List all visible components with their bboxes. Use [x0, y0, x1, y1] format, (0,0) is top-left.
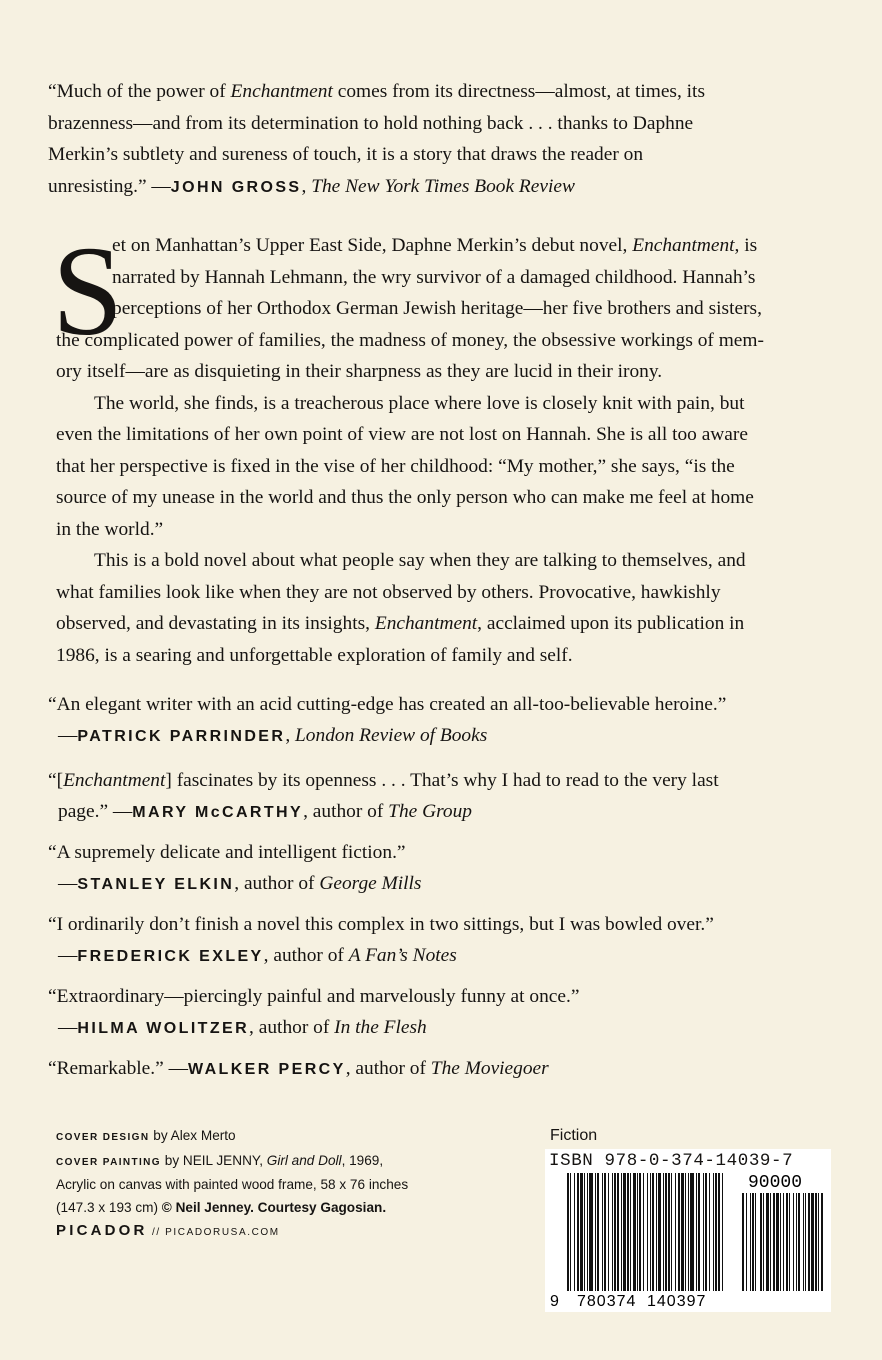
barcode-bar: [574, 1173, 575, 1291]
barcode-bar: [617, 1173, 619, 1291]
addon-bar: [803, 1193, 804, 1291]
addon-bar: [789, 1193, 790, 1291]
reviewer-role: author of: [355, 1058, 431, 1079]
book-title: Enchantment: [374, 613, 478, 634]
barcode-bar: [608, 1173, 609, 1291]
addon-bar: [760, 1193, 762, 1291]
barcode-bar: [656, 1173, 657, 1291]
book-title: Enchantment: [632, 235, 735, 256]
barcode-bar: [709, 1173, 710, 1291]
separator: //: [147, 1227, 166, 1238]
barcode-bar: [621, 1173, 622, 1291]
reviewer-name: HILMA WOLITZER: [77, 1020, 250, 1037]
barcode-bar: [663, 1173, 664, 1291]
barcode-bar: [650, 1173, 651, 1291]
barcode-bar: [722, 1173, 723, 1291]
text-line: The world, she finds, is a treacherous place where love is closely knit with pain, but: [94, 392, 745, 414]
barcode-bar: [643, 1173, 644, 1291]
quote-text: Merkin’s subtlety and sureness of touch, it is a story that draws the reader on: [48, 144, 644, 165]
barcode-bar: [637, 1173, 638, 1291]
text-line: ory itself—are as disquieting in their sharpness as they are lucid in their irony.: [56, 361, 663, 382]
barcode-digits-right: 140397: [647, 1293, 707, 1310]
cover-credits: [56, 1125, 526, 1219]
work-title: The Group: [388, 801, 473, 822]
book-title: Enchantment: [63, 770, 166, 791]
text-line: narrated by Hannah Lehmann, the wry survivor of a damaged childhood. Hannah’s: [112, 266, 756, 288]
barcode-bar: [647, 1173, 648, 1291]
description-paragraph-2: [56, 388, 806, 546]
barcode-bar: [623, 1173, 626, 1291]
separator: ,: [303, 801, 313, 822]
addon-bar: [793, 1193, 794, 1291]
review-quote: [48, 837, 838, 900]
painting-title: Girl and Doll: [266, 1152, 342, 1168]
text-line: in the world.”: [56, 518, 164, 540]
addon-bar: [798, 1193, 800, 1291]
barcode-bar: [630, 1173, 631, 1291]
copyright-text: © Neil Jenney. Courtesy Gagosian.: [161, 1199, 387, 1215]
addon-bar: [815, 1193, 817, 1291]
barcode-bar: [671, 1173, 672, 1291]
barcode-bar: [665, 1173, 667, 1291]
text-line: observed, and devastating in its insights,: [56, 613, 375, 634]
barcode-bar: [584, 1173, 585, 1291]
addon-bar: [752, 1193, 754, 1291]
quote-text: “An elegant writer with an acid cutting-edge has created an all-too-believable heroine.”: [48, 694, 727, 715]
barcode-bar: [658, 1173, 661, 1291]
credit-text: by NEIL JENNY,: [160, 1152, 267, 1168]
addon-bar: [821, 1193, 823, 1291]
publication-name: London Review of Books: [295, 725, 488, 746]
addon-bar: [796, 1193, 797, 1291]
addon-bar: [818, 1193, 819, 1291]
credit-text: by Alex Merto: [149, 1128, 236, 1143]
barcode-bar: [681, 1173, 684, 1291]
reviewer-name: FREDERICK EXLEY: [77, 948, 264, 965]
text-line: the complicated power of families, the madness of money, the obsessive workings of mem-: [56, 329, 764, 351]
separator: ,: [234, 873, 244, 894]
description-paragraph-3: [56, 545, 806, 671]
addon-bar: [773, 1193, 775, 1291]
barcode-bar: [652, 1173, 654, 1291]
barcode-bar: [633, 1173, 636, 1291]
review-quote: [48, 909, 838, 972]
reviewer-name: PATRICK PARRINDER: [77, 728, 286, 745]
book-title: Enchantment: [230, 81, 333, 102]
addon-bar: [805, 1193, 806, 1291]
barcode-bar: [597, 1173, 599, 1291]
quote-text: brazenness—and from its determination to hold nothing back . . . thanks to Daphne: [48, 112, 694, 134]
barcode-bar: [589, 1173, 593, 1291]
barcode-bar: [703, 1173, 704, 1291]
barcode-bar: [715, 1173, 717, 1291]
barcode-bar: [668, 1173, 670, 1291]
quote-text: “I ordinarily don’t finish a novel this complex in two sittings, but I was bowled over.”: [48, 914, 714, 935]
barcode-bar: [685, 1173, 686, 1291]
addon-bar: [750, 1193, 751, 1291]
barcode-bar: [627, 1173, 629, 1291]
barcode-bar: [718, 1173, 720, 1291]
barcode-bar: [604, 1173, 606, 1291]
text-line: , is: [734, 235, 758, 256]
addon-bar: [742, 1193, 744, 1291]
addon-bar: [786, 1193, 788, 1291]
review-quote: [48, 981, 838, 1044]
credit-label: COVER PAINTING: [56, 1156, 161, 1168]
price-code: 90000: [748, 1173, 803, 1193]
publication-name: The New York Times Book Review: [311, 175, 575, 197]
dash: —: [58, 945, 78, 966]
reviewer-name: WALKER PERCY: [187, 1061, 346, 1078]
barcode-bar: [577, 1173, 579, 1291]
barcode-bar: [705, 1173, 707, 1291]
barcode-digit-lead: 9: [550, 1293, 559, 1310]
barcode-graphic: [545, 1149, 831, 1312]
quote-text: “Much of the power of: [48, 81, 231, 102]
credit-text: (147.3 x 193 cm): [56, 1199, 162, 1215]
reviewer-name: MARY McCARTHY: [132, 804, 304, 821]
work-title: A Fan’s Notes: [348, 945, 457, 966]
addon-bar: [780, 1193, 781, 1291]
reviewer-role: author of: [273, 945, 349, 966]
barcode-bar: [713, 1173, 714, 1291]
barcode-bar: [614, 1173, 616, 1291]
quote-text: unresisting.” —: [48, 175, 171, 197]
barcode-bar: [696, 1173, 697, 1291]
reviewer-role: author of: [243, 873, 320, 894]
addon-bar: [766, 1193, 769, 1291]
credit-text: Acrylic on canvas with painted wood frame, 58 x 76 inches: [56, 1177, 409, 1192]
review-quote: [48, 765, 838, 828]
barcode-bar: [690, 1173, 694, 1291]
addon-bar: [783, 1193, 784, 1291]
barcode-bar: [612, 1173, 613, 1291]
quote-text: “Extraordinary—piercingly painful and marvelously funny at once.”: [48, 986, 580, 1007]
barcode-bar: [570, 1173, 571, 1291]
main-barcode-bars: [567, 1173, 723, 1291]
quote-text: “[: [48, 770, 64, 791]
text-line: et on Manhattan’s Upper East Side, Daphne Merkin’s debut novel,: [112, 235, 633, 256]
barcode-bar: [595, 1173, 596, 1291]
text-line: what families look like when they are not observed by others. Provocative, hawkishly: [56, 581, 721, 603]
separator: ,: [263, 945, 274, 966]
quote-text: ] fascinates by its openness . . . That’s why I had to read to the very last: [165, 770, 719, 791]
work-title: George Mills: [319, 873, 422, 894]
book-description: [52, 220, 806, 671]
isbn-barcode: [545, 1149, 831, 1312]
reviewer-name: STANLEY ELKIN: [77, 876, 235, 893]
category-label: Fiction: [550, 1127, 598, 1144]
text-line: This is a bold novel about what people say when they are talking to themselves, and: [94, 550, 746, 571]
reviewer-role: author of: [258, 1017, 335, 1038]
isbn-label: ISBN 978-0-374-14039-7: [549, 1151, 794, 1171]
dash: —: [58, 725, 78, 746]
dash: —: [58, 873, 78, 894]
review-quote: [48, 1053, 838, 1085]
separator: ,: [301, 175, 312, 197]
publisher-name: PICADOR: [56, 1222, 148, 1239]
top-review-quote: [48, 76, 838, 203]
work-title: The Moviegoer: [430, 1058, 549, 1079]
barcode-bar: [567, 1173, 569, 1291]
credit-text: , 1969,: [341, 1152, 384, 1168]
price-addon-bars: [742, 1193, 823, 1291]
text-line: that her perspective is fixed in the vise of her childhood: “My mother,” she says, “is the: [56, 455, 735, 477]
reviewer-role: author of: [312, 801, 389, 822]
drop-cap: S: [52, 220, 124, 362]
barcode-bar: [675, 1173, 676, 1291]
quote-text: “A supremely delicate and intelligent fiction.”: [48, 842, 406, 863]
barcode-bar: [698, 1173, 700, 1291]
description-paragraph-1: [52, 220, 806, 388]
quote-text: page.” —: [58, 801, 133, 822]
addon-bar: [811, 1193, 814, 1291]
barcode-bar: [678, 1173, 680, 1291]
barcode-digits-left: 780374: [577, 1293, 637, 1310]
dash: —: [58, 1017, 78, 1038]
barcode-bar: [602, 1173, 603, 1291]
publisher-line: [56, 1222, 280, 1240]
work-title: In the Flesh: [334, 1017, 427, 1038]
addon-bar: [776, 1193, 779, 1291]
barcode-bar: [639, 1173, 641, 1291]
addon-bar: [746, 1193, 747, 1291]
text-line: even the limitations of her own point of view are not lost on Hannah. She is all too aware: [56, 424, 748, 445]
publisher-url: PICADORUSA.COM: [165, 1227, 280, 1238]
quote-text: comes from its directness—almost, at times, its: [332, 81, 705, 102]
review-quote: [48, 689, 838, 752]
barcode-bar: [580, 1173, 583, 1291]
quote-text: “Remarkable.” —: [48, 1058, 188, 1079]
separator: ,: [345, 1058, 356, 1079]
barcode-bar: [587, 1173, 588, 1291]
addon-bar: [755, 1193, 756, 1291]
addon-bar: [770, 1193, 771, 1291]
addon-bar: [808, 1193, 810, 1291]
separator: ,: [249, 1017, 259, 1038]
separator: ,: [285, 725, 296, 746]
barcode-bar: [688, 1173, 689, 1291]
text-line: perceptions of her Orthodox German Jewish heritage—her five brothers and sisters,: [112, 298, 762, 319]
text-line: 1986, is a searing and unforgettable exploration of family and self.: [56, 644, 573, 666]
text-line: source of my unease in the world and thus the only person who can make me feel at home: [56, 487, 754, 508]
reviewer-name: JOHN GROSS: [170, 178, 302, 196]
addon-bar: [763, 1193, 764, 1291]
credit-label: COVER DESIGN: [56, 1132, 150, 1143]
text-line: , acclaimed upon its publication in: [477, 613, 745, 634]
